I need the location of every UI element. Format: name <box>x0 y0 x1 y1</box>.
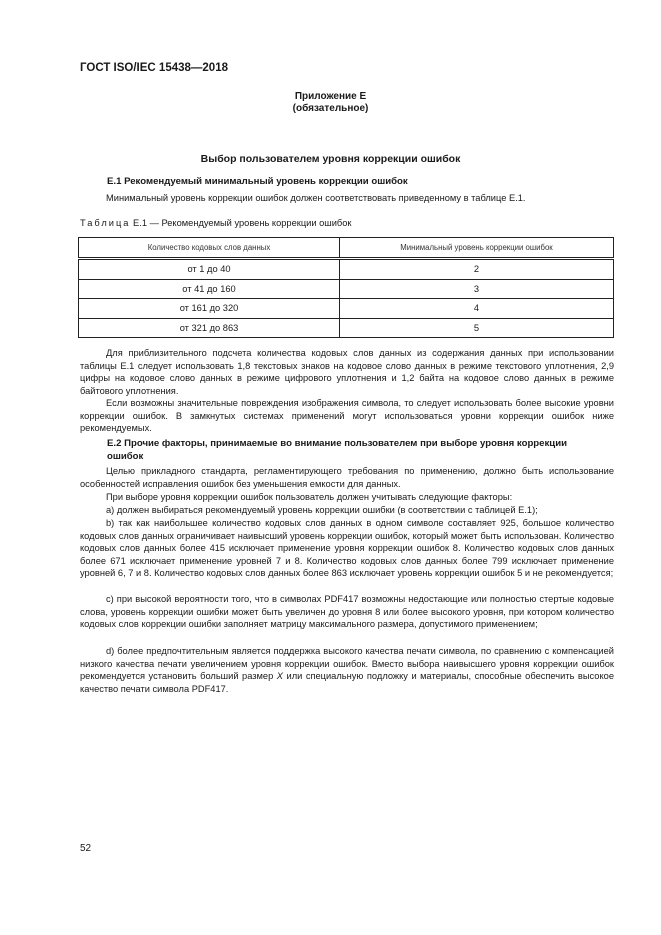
paragraph-codeword-estimation <box>80 347 614 397</box>
table-header-row <box>79 238 614 259</box>
table-row <box>79 318 614 338</box>
table-caption-prefix: Таблица <box>80 218 131 228</box>
table-row <box>79 259 614 280</box>
paragraph-text: Если возможны значительные повреждения изображения символа, то следует использовать более высокие уровни коррекции ошибок. В замкнутых системах применений могут использоваться уровни коррекции ошибок ниже рекомендуемых. <box>80 398 614 434</box>
table-row <box>79 279 614 299</box>
section-e1-intro <box>80 192 614 205</box>
section-e1-intro-text: Минимальный уровень коррекции ошибок должен соответствовать приведенному в таблице Е.1. <box>106 193 526 203</box>
appendix-title: Приложение Е <box>294 91 367 102</box>
appendix-status: (обязательное) <box>292 103 369 114</box>
table-cell-codewords: от 321 до 863 <box>79 318 340 338</box>
variable-x: X <box>276 671 283 682</box>
paragraph-purpose <box>80 465 614 490</box>
table-cell-level: 5 <box>340 318 614 338</box>
table-row <box>79 299 614 319</box>
table-caption-text: Е.1 — Рекомендуемый уровень коррекции ошибок <box>130 218 352 228</box>
paragraph-factors-intro <box>80 491 614 504</box>
list-item-c <box>80 593 614 631</box>
main-title: Выбор пользователем уровня коррекции ошибок <box>200 153 461 165</box>
table-cell-codewords: от 41 до 160 <box>79 279 340 299</box>
paragraph-text: При выборе уровня коррекции ошибок пользователь должен учитывать следующие факторы: <box>106 492 513 502</box>
table-header-level: Минимальный уровень коррекции ошибок <box>340 238 614 259</box>
list-item-a <box>80 504 614 517</box>
table-caption <box>80 218 352 228</box>
paragraph-damage <box>80 397 614 435</box>
error-correction-table <box>78 237 614 338</box>
table-cell-level: 3 <box>340 279 614 299</box>
table-cell-codewords: от 1 до 40 <box>79 259 340 280</box>
list-item-b <box>80 517 614 580</box>
section-e2-heading: Е.2 Прочие факторы, принимаемые во внимание пользователем при выборе уровня коррекции ошибок <box>107 438 568 462</box>
section-e1-heading: Е.1 Рекомендуемый минимальный уровень коррекции ошибок <box>107 176 408 187</box>
paragraph-text: Для приблизительного подсчета количества кодовых слов данных из содержания данных при использовании таблицы Е.1 следует использовать 1,8 текстовых знаков на кодовое слово данных в режиме текстового уплотнения, 2,9 цифры на кодовое слово данных в режиме цифрового уплотнения и 1,2 байта на кодовое слово данных в режиме байтового уплотнения. <box>80 348 614 396</box>
paragraph-text: Целью прикладного стандарта, регламентирующего требования по применению, должно быть использование особенностей исправления ошибок без уменьшения емкости для данных. <box>80 466 614 489</box>
list-item-text: c) при высокой вероятности того, что в символах PDF417 возможны недостающие или полностью стертые кодовые слова, уровень коррекции ошибки может быть увеличен до уровня 8 или более высокого уровня, при котором количество кодовых слов коррекции ошибки заполняет матрицу максимального размера, допустимого применением; <box>80 594 614 630</box>
table-cell-level: 4 <box>340 299 614 319</box>
list-item-text: b) так как наибольшее количество кодовых слов данных в одном символе составляет 925, большое количество кодовых слов данных ограничивает наивысший уровень коррекции ошибок, который может быть использован. Количество кодовых слов данных более 415 исключает применение уровня коррекции ошибок 8. Количество кодовых слов данных более 671 исключает применение уровней 7 и 8. Количество кодовых слов данных более 799 исключает применение уровней 6, 7 и 8. Количество кодовых слов данных более 863 исключает уровень коррекции ошибок 5 и не рекомендуется; <box>80 518 614 579</box>
list-item-text-end: или специальную подложку и материалы, способные обеспечить высокое качество печати символа PDF417. <box>80 671 614 694</box>
page-number: 52 <box>80 843 92 854</box>
document-header: ГОСТ ISO/IEC 15438—2018 <box>80 62 228 74</box>
table-cell-codewords: от 161 до 320 <box>79 299 340 319</box>
table-header-codewords: Количество кодовых слов данных <box>79 238 340 259</box>
table-cell-level: 2 <box>340 259 614 280</box>
list-item-text: a) должен выбираться рекомендуемый уровень коррекции ошибки (в соответствии с таблицей Е.1); <box>106 505 538 515</box>
list-item-text: d) более предпочтительным является поддержка высокого качества печати символа, по сравнению с компенсацией низкого качества печати увеличением уровня коррекции ошибок. Вместо выбора наивысшего уровня коррекции ошибок рекомендуется установить больший размер <box>80 646 614 682</box>
list-item-d <box>80 645 614 695</box>
